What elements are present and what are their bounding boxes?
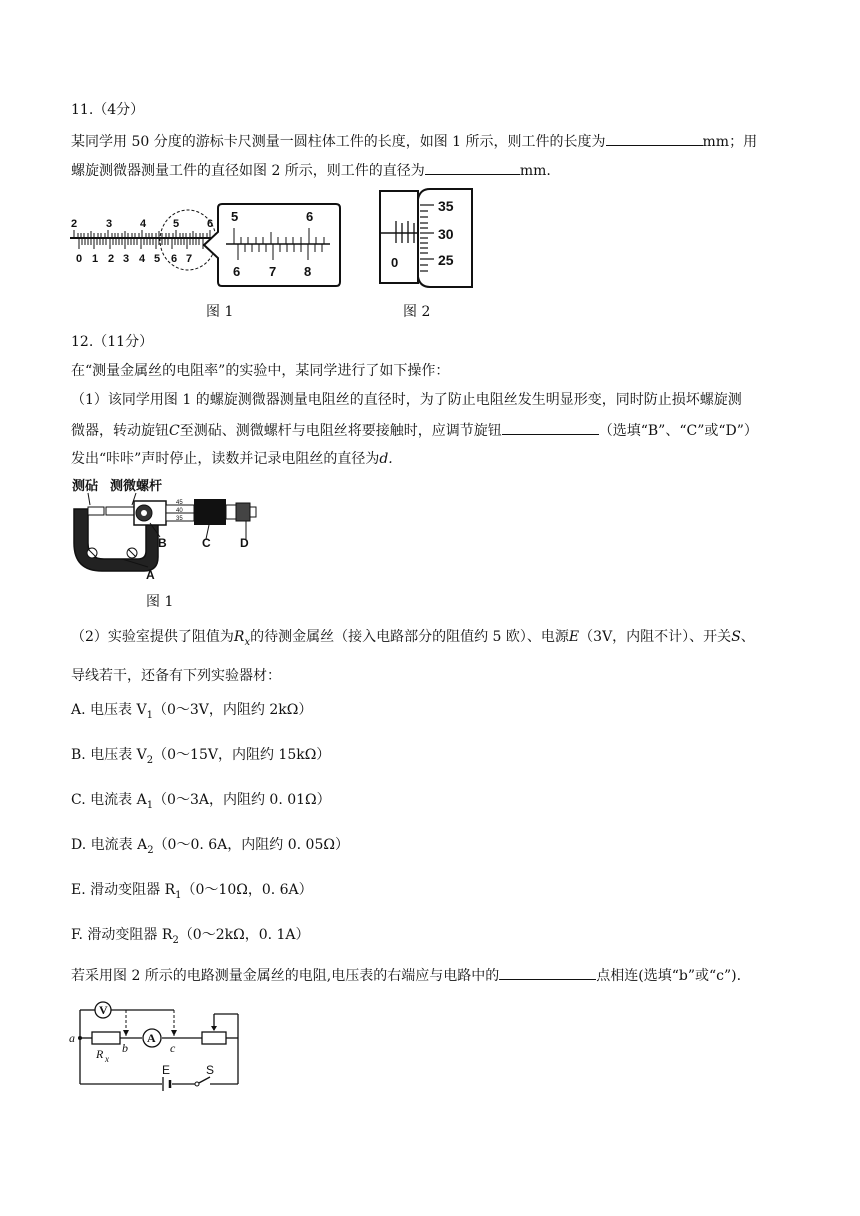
- q11-fig1-caption: 图 1: [206, 304, 234, 320]
- q12-fig1-caption: 图 1: [146, 594, 174, 610]
- vernier-caliper-figure: [68, 200, 344, 292]
- svg-text:6: 6: [207, 218, 214, 230]
- svg-text:40: 40: [176, 508, 183, 514]
- q12-intro: 在“测量金属丝的电阻率”的实验中，某同学进行了如下操作：: [71, 363, 450, 379]
- q11-line2-unit: mm.: [519, 163, 551, 179]
- svg-text:0: 0: [391, 255, 399, 270]
- svg-text:测砧: 测砧: [72, 479, 99, 494]
- svg-text:c: c: [170, 1041, 176, 1055]
- svg-text:0: 0: [76, 253, 83, 265]
- svg-text:4: 4: [140, 218, 147, 230]
- svg-text:V: V: [99, 1003, 108, 1017]
- q11-line2-text: 螺旋测微器测量工件的直径如图 2 所示，则工件的直径为: [71, 163, 425, 179]
- q11-line1-text: 某同学用 50 分度的游标卡尺测量一圆柱体工件的长度，如图 1 所示，则工件的长度为: [71, 134, 606, 150]
- caliper-main-label: 2: [71, 218, 78, 230]
- svg-text:测微螺杆: 测微螺杆: [110, 479, 163, 494]
- svg-text:30: 30: [438, 226, 454, 242]
- svg-text:D: D: [240, 536, 249, 550]
- q12-header: 12.（11分）: [71, 334, 154, 350]
- q12-p1-line1: （1）该同学用图 1 的螺旋测微器测量电阻丝的直径时，为了防止电阻丝发生明显形变，同时防止损坏螺旋测: [71, 392, 742, 408]
- svg-text:25: 25: [438, 252, 454, 268]
- svg-text:a: a: [69, 1031, 75, 1045]
- svg-text:3: 3: [123, 253, 130, 265]
- svg-text:x: x: [105, 1054, 109, 1064]
- micrometer-reading-figure: [374, 185, 478, 291]
- q11-line1-unit: mm；用: [702, 134, 758, 150]
- q11-line2: [71, 160, 551, 180]
- micrometer-device-figure: [66, 475, 276, 585]
- q12-p2-line1: （2）实验室提供了阻值为$R_x$的待测金属丝（接入电路部分的阻值约 5 欧）、电源E（3V，内阻不计）、开关S、: [71, 629, 755, 648]
- q11-line1: [71, 131, 757, 151]
- svg-text:5: 5: [231, 209, 239, 224]
- option-a: A. 电压表 $V_1(0\sim 3V$，内阻约 2kΩ）: [71, 702, 313, 721]
- svg-text:A: A: [147, 1031, 156, 1045]
- option-f: F. 滑动变阻器 $R_2(0\sim 2k\Omega$，0. 1A）: [71, 927, 310, 946]
- svg-text:4: 4: [139, 253, 146, 265]
- q12-p3: 若采用图 2 所示的电路测量金属丝的电阻,电压表的右端应与电路中的 点相连(选填“b”或“c”).: [71, 965, 741, 985]
- q12-answer-blank-connection[interactable]: [499, 965, 596, 980]
- svg-text:3: 3: [106, 218, 113, 230]
- svg-text:B: B: [158, 536, 167, 550]
- q11-header: 11.（4分）: [71, 102, 145, 118]
- svg-text:A: A: [146, 568, 155, 582]
- svg-text:45: 45: [176, 500, 183, 506]
- q12-p2-line2: 导线若干，还备有下列实验器材：: [71, 668, 281, 684]
- q12-p1-line2: 微器，转动旋钮C至测砧、测微螺杆与电阻丝将要接触时，应调节旋钮 （选填“B”、“C”或“D”）: [71, 420, 758, 440]
- option-c: C. 电流表 $A_1(0\sim 3A$，内阻约 0. 01Ω）: [71, 792, 331, 811]
- option-e: E. 滑动变阻器 $R_1(0\sim 10\Omega$，0. 6A）: [71, 882, 313, 901]
- svg-text:35: 35: [176, 516, 183, 522]
- svg-text:5: 5: [154, 253, 161, 265]
- circuit-diagram-figure: [66, 992, 248, 1092]
- svg-text:E: E: [162, 1063, 171, 1077]
- q12-answer-blank-knob[interactable]: [502, 420, 599, 435]
- q12-p1-line3: 发出“咔咔”声时停止，读数并记录电阻丝的直径为d.: [71, 451, 393, 467]
- option-b: B. 电压表 $V_2(0\sim 15V$，内阻约 15kΩ）: [71, 747, 331, 766]
- svg-text:6: 6: [171, 253, 178, 265]
- svg-text:6: 6: [306, 209, 314, 224]
- svg-text:2: 2: [108, 253, 115, 265]
- svg-text:5: 5: [173, 218, 180, 230]
- svg-text:1: 1: [92, 253, 99, 265]
- svg-text:7: 7: [186, 253, 193, 265]
- option-d: D. 电流表 $A_2(0\sim 0$. 6A，内阻约 0. 05Ω）: [71, 837, 349, 856]
- svg-text:7: 7: [269, 264, 277, 279]
- svg-text:b: b: [122, 1041, 128, 1055]
- q11-answer-blank-length[interactable]: [606, 131, 703, 146]
- svg-text:S: S: [206, 1063, 215, 1077]
- svg-text:C: C: [202, 536, 211, 550]
- svg-text:8: 8: [304, 264, 312, 279]
- svg-text:6: 6: [233, 264, 241, 279]
- q11-fig2-caption: 图 2: [403, 304, 431, 320]
- svg-text:35: 35: [438, 198, 454, 214]
- q11-answer-blank-diameter[interactable]: [425, 160, 520, 175]
- svg-text:R: R: [96, 1047, 104, 1061]
